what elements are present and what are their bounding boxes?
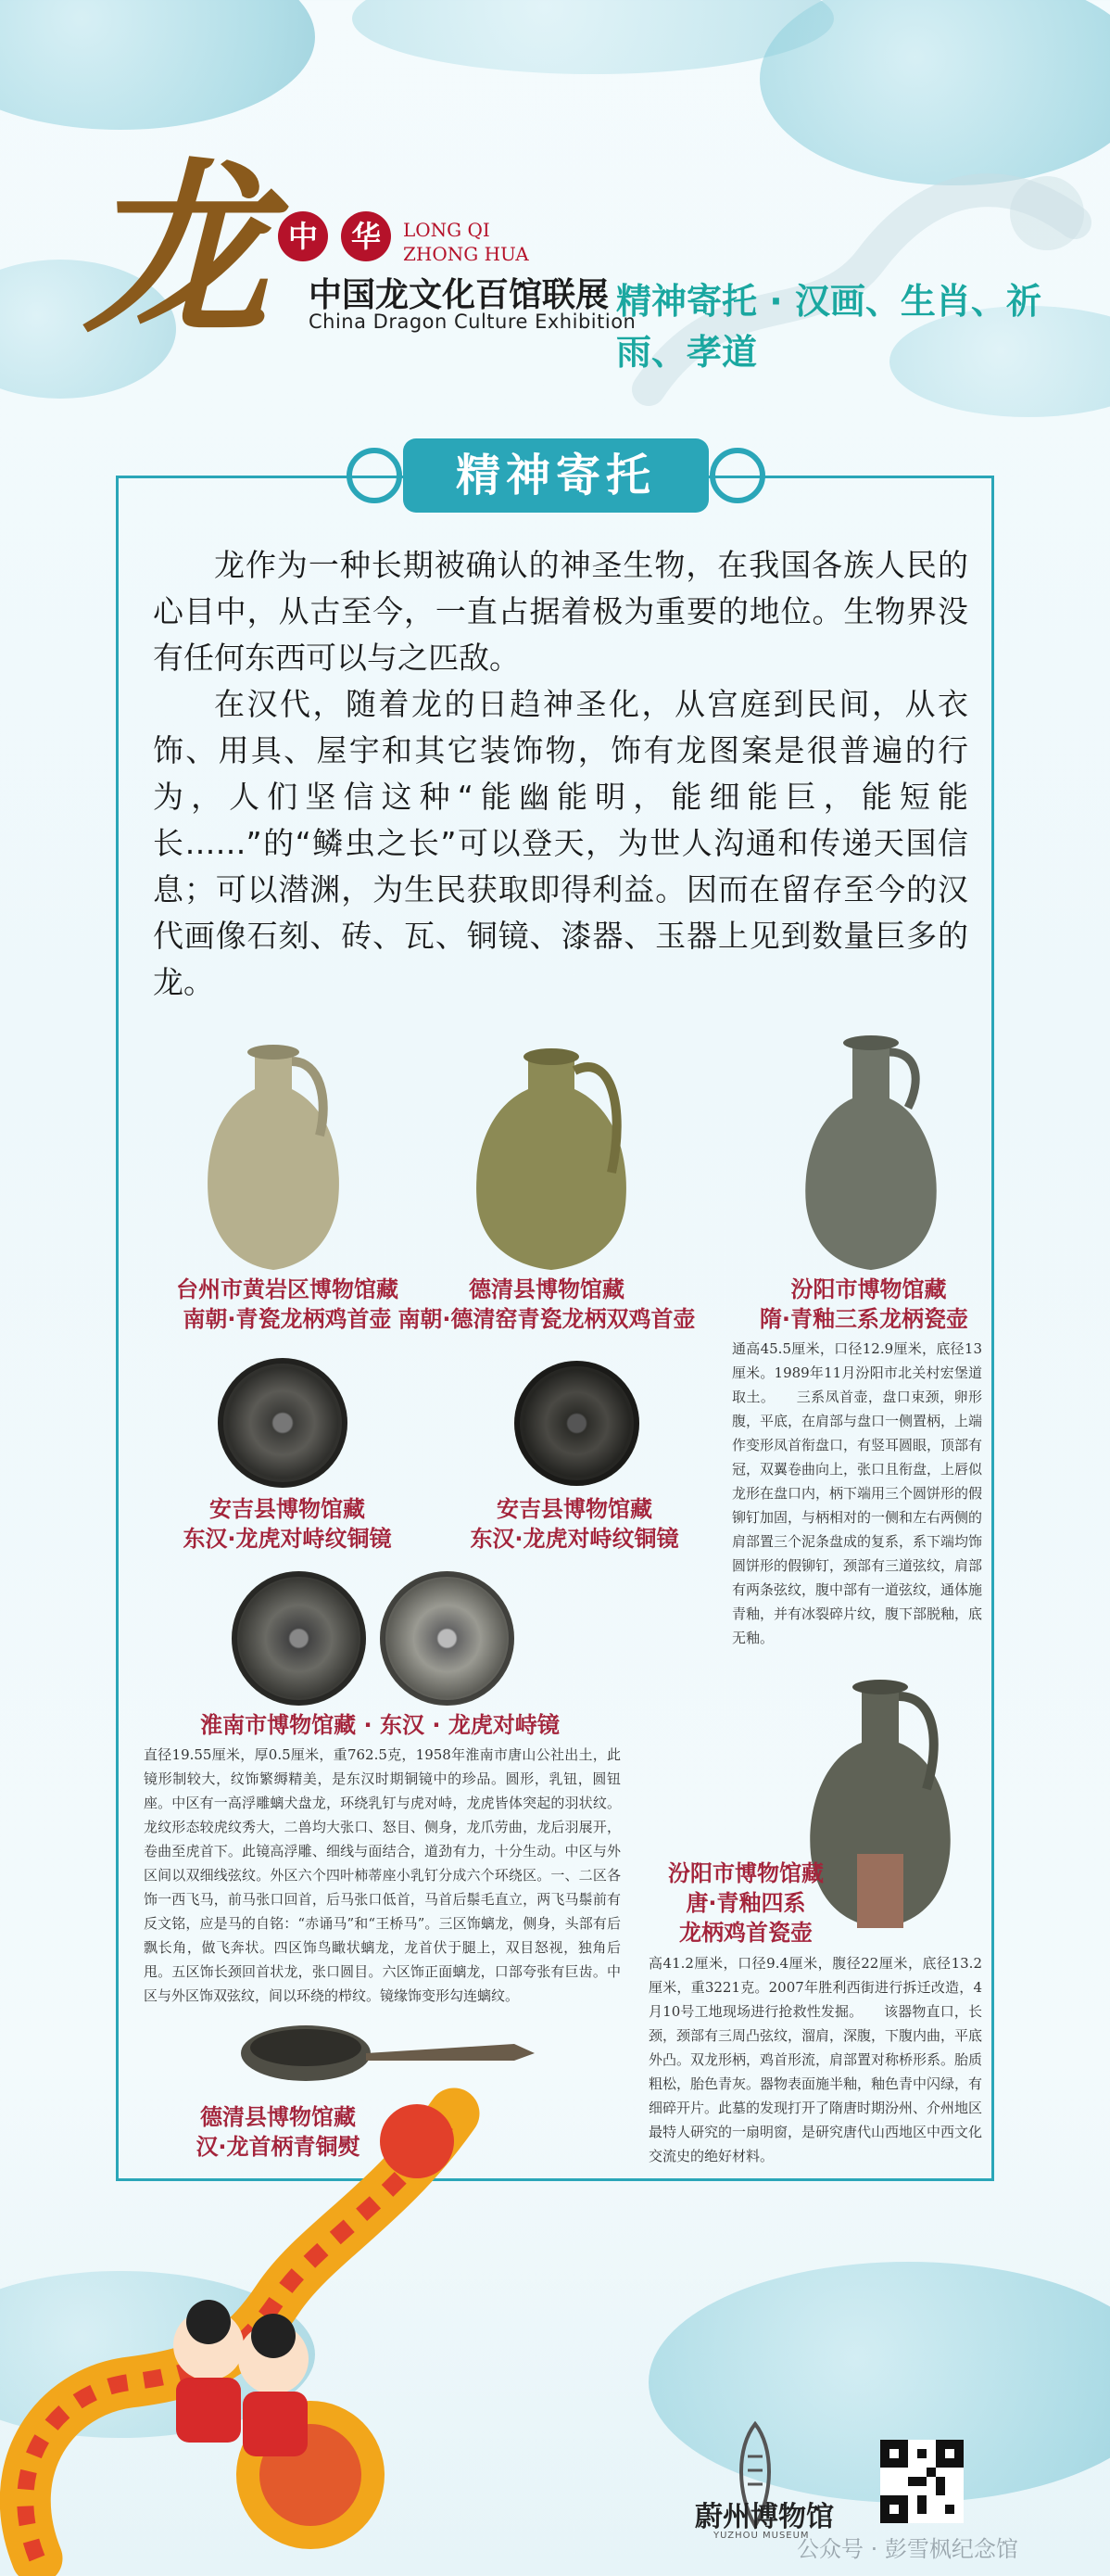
artifact-1-name: 南朝·青瓷龙柄鸡首壶 xyxy=(183,1306,392,1332)
bronze-mirror-image xyxy=(514,1361,639,1486)
artifact-5-name: 东汉·龙虎对峙纹铜镜 xyxy=(470,1526,679,1552)
bronze-mirror-image xyxy=(380,1571,514,1706)
swirl-right-icon xyxy=(710,448,765,503)
intro-paragraph-2: 在汉代，随着龙的日趋神圣化，从宫庭到民间，从衣饰、用具、屋宇和其它装饰物，饰有龙图案是很普遍的行为，人们坚信这种“能幽能明，能细能巨，能短能长……”的“鳞虫之长”可以登天，为世人沟通和传递天国信息；可以潜渊，为生民获取即得利益。因而在留存至今的汉代画像石刻、砖、瓦、铜镜、漆器、玉器上见到数量巨多的龙。 xyxy=(153,686,968,1000)
artifact-7-name-2: 龙柄鸡首瓷壶 xyxy=(679,1920,813,1946)
exhibition-title: 中国龙文化百馆联展 xyxy=(309,276,610,314)
artifact-7-name-1: 唐·青釉四系 xyxy=(686,1890,806,1916)
artifact-8-name: 汉·龙首柄青铜熨 xyxy=(196,2134,360,2160)
artifact-1-museum: 台州市黄岩区博物馆藏 xyxy=(176,1276,398,1302)
section-title-plate xyxy=(343,431,769,524)
dragon-children-illustration-icon xyxy=(0,2076,500,2576)
bronze-mirror-image xyxy=(232,1571,366,1706)
dragon-logo: 龙 xyxy=(83,141,270,359)
artifact-8-museum: 德清县博物馆藏 xyxy=(200,2104,356,2130)
intro-text xyxy=(153,542,968,1006)
celadon-ewer-image xyxy=(199,1034,347,1275)
artifact-3-name: 隋·青釉三系龙柄瓷壶 xyxy=(759,1306,969,1332)
qr-code-icon[interactable] xyxy=(880,2440,964,2523)
bronze-mirror-image xyxy=(218,1358,347,1488)
artifact-7-museum: 汾阳市博物馆藏 xyxy=(668,1860,824,1886)
museum-name: 蔚州博物馆 xyxy=(695,2501,834,2533)
artifact-6-description: 直径19.55厘米，厚0.5厘米，重762.5克，1958年淮南市唐山公社出土，此镜形制较大，纹饰繁缛精美，是东汉时期铜镜中的珍品。圆形，乳钮，圆钮座。中区有一高浮雕螭犬盘龙，环绕乳钉与虎对峙，龙虎皆体突起的羽状纹。龙纹形态较虎纹秀大，二兽均大张口、怒目、侧身，龙爪劳曲，龙后羽展开，卷曲至虎首下。此镜高浮雕、细线与面结合，道劲有力，十分生动。中区与外区间以双细线弦纹。外区六个四叶柿蒂座小乳钉分成六个环绕区。一、二区各饰一西飞马，前马张口回首，后马张口低首，马首后鬃毛直立，两飞马鬃前有反文铭，应是马的自铭：“赤诵马”和“王桥马”。三区饰螭龙，侧身，头部有后飘长角，做飞奔状。四区饰鸟瞰状螭龙，龙首伏于腿上，双目怒视，独角后甩。五区饰长颈回首状龙，张口圆目。六区饰正面螭龙，口部夸张有巨齿。中区与外区饰双弦纹，间以环绕的栉纹。镜缘饰变形勾连螭纹。 xyxy=(144,1746,621,2004)
artifact-5-museum: 安吉县博物馆藏 xyxy=(497,1496,652,1522)
artifact-6-caption: 淮南市博物馆藏 · 东汉 · 龙虎对峙镜 xyxy=(200,1712,560,1738)
artifact-7-description: 高41.2厘米，口径9.4厘米，腹径22厘米，底径13.2厘米，重3221克。2007年胜利西街进行拆迁改造，4月10号工地现场进行抢救性发掘。 该器物直口，长颈，颈部有三周凸弦纹，溜肩，深腹，下腹内曲，平底外凸。双龙形柄，鸡首形流，肩部置对称桥形系。胎质粗松，胎色青灰。器物表面施半釉，釉色青中闪绿，有细碎开片。此墓的发现打开了隋唐时期汾州、介州地区最特人研究的一扇明窗，是研究唐代山西地区中西文化交流史的绝好材料。 xyxy=(649,1955,983,2164)
cloud-decoration xyxy=(0,0,315,130)
double-chicken-ewer-image xyxy=(468,1034,635,1275)
zhong-hua-text: ZHONG HUA xyxy=(403,243,529,265)
museum-name-en: YUZHOU MUSEUM xyxy=(713,2531,810,2541)
artifact-3-museum: 汾阳市博物馆藏 xyxy=(790,1276,947,1302)
swirl-left-icon xyxy=(347,448,402,503)
artifact-2-name: 南朝·德清窑青瓷龙柄双鸡首壶 xyxy=(397,1306,696,1332)
long-qi-text: LONG QI xyxy=(403,219,490,241)
three-lug-ewer-image xyxy=(792,1024,950,1275)
exhibition-subtitle: China Dragon Culture Exhibition xyxy=(309,311,637,333)
artifact-4-museum: 安吉县博物馆藏 xyxy=(209,1496,365,1522)
intro-paragraph-1: 龙作为一种长期被确认的神圣生物，在我国各族人民的心目中，从古至今，一直占据着极为重要的地位。生物界没有任何东西可以与之匹敌。 xyxy=(153,547,968,676)
cloud-decoration xyxy=(649,2262,1110,2503)
watermark-text: 公众号 · 彭雪枫纪念馆 xyxy=(797,2536,1018,2562)
zhong-badge: 中 xyxy=(278,211,328,261)
artifact-2-museum: 德清县博物馆藏 xyxy=(469,1276,624,1302)
section-title: 精神寄托 xyxy=(403,438,709,513)
hua-badge: 华 xyxy=(341,211,391,261)
artifact-4-name: 东汉·龙虎对峙纹铜镜 xyxy=(183,1526,392,1552)
topic-title: 精神寄托 · 汉画、生肖、祈雨、孝道 xyxy=(616,281,1041,373)
artifact-3-description: 通高45.5厘米，口径12.9厘米，底径13厘米。1989年11月汾阳市北关村宏堡道取土。 三系凤首壶，盘口束颈，卵形腹，平底，在肩部与盘口一侧置柄，上端作变形凤首衔盘口，有竖耳圆眼，顶部有冠，双翼卷曲向上，张口且衔盘，上唇似龙形在盘口内，柄下端用三个圆饼形的假铆钉加固，与柄相对的一侧和左右两侧的肩部置三个泥条盘成的复系，系下端均饰圆饼形的假铆钉，颈部有三道弦纹，肩部有两条弦纹，腹中部有一道弦纹，通体施青釉，并有冰裂碎片纹，腹下部脱釉，底无釉。 xyxy=(732,1340,983,1646)
